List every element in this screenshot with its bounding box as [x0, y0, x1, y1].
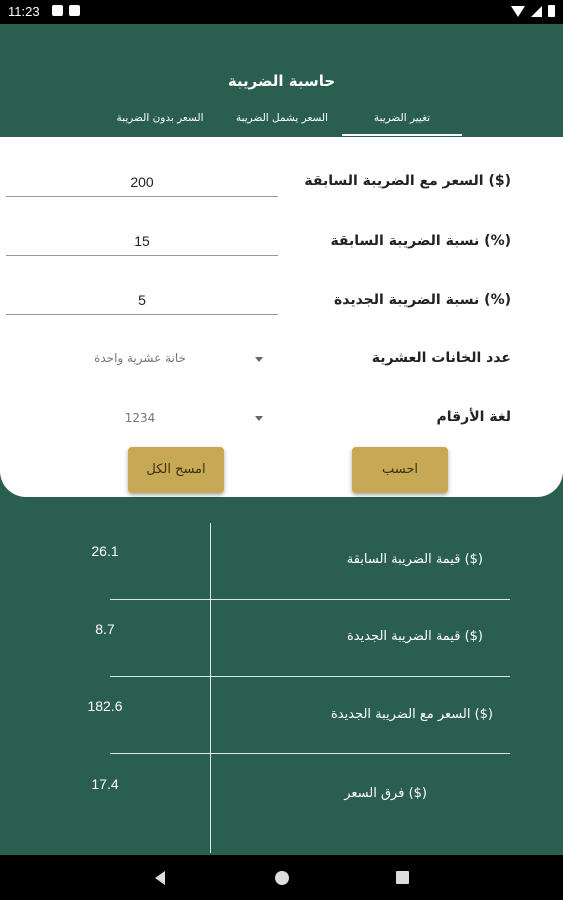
price-difference-value: 17.4: [91, 776, 119, 792]
tab-bar: [0, 108, 563, 136]
previous-rate-input[interactable]: 15: [6, 233, 278, 256]
new-rate-label: نسبة الضريبة الجديدة (%): [333, 292, 511, 308]
tab-price-without-tax[interactable]: السعر بدون الضريبة: [116, 112, 204, 124]
price-difference-label: فرق السعر ($): [344, 786, 427, 801]
previous-rate-label: نسبة الضريبة السابقة (%): [330, 233, 511, 249]
new-price-label: السعر مع الضريبة الجديدة ($): [330, 707, 493, 722]
results-panel: [0, 505, 563, 855]
status-time: 11:23: [8, 4, 40, 19]
decimals-select[interactable]: خانة عشرية واحدة: [94, 351, 186, 365]
results-separator: [110, 676, 510, 677]
previous-tax-value: 26.1: [91, 543, 119, 559]
results-separator: [110, 753, 510, 754]
signal-icon: [531, 6, 542, 17]
wifi-icon: [511, 6, 525, 17]
sd-card-icon: [69, 5, 80, 16]
tab-change-tax[interactable]: تغيير الضريبة: [342, 108, 462, 136]
new-rate-input[interactable]: 5: [6, 292, 278, 315]
input-form: [0, 137, 563, 497]
clear-all-button[interactable]: امسح الكل: [128, 447, 224, 493]
calculate-button[interactable]: احسب: [352, 447, 448, 493]
recents-icon[interactable]: [396, 871, 409, 884]
results-divider: [210, 523, 211, 853]
app-header: [0, 24, 563, 137]
new-tax-value: 8.7: [95, 621, 115, 637]
notification-icon: [52, 5, 63, 16]
home-icon[interactable]: [275, 871, 289, 885]
new-tax-label: قيمة الضريبة الجديدة ($): [346, 629, 483, 644]
decimals-dropdown-icon[interactable]: [255, 357, 263, 362]
tab-price-includes-tax[interactable]: السعر يشمل الضريبة: [235, 112, 329, 124]
numerals-dropdown-icon[interactable]: [255, 416, 263, 421]
results-separator: [110, 599, 510, 600]
numerals-select[interactable]: 1234: [124, 411, 156, 425]
previous-tax-label: قيمة الضريبة السابقة ($): [346, 552, 483, 567]
previous-price-label: السعر مع الضريبة السابقة ($): [304, 173, 511, 189]
status-bar: [0, 0, 563, 24]
previous-price-input[interactable]: 200: [6, 174, 278, 197]
new-price-value: 182.6: [87, 698, 123, 714]
navigation-bar: [0, 855, 563, 900]
app-title: حاسبة الضريبة: [227, 72, 336, 90]
decimals-label: عدد الخانات العشرية: [371, 350, 511, 366]
back-icon[interactable]: [155, 871, 165, 885]
battery-icon: [548, 5, 555, 17]
numerals-label: لغة الأرقام: [436, 409, 511, 425]
